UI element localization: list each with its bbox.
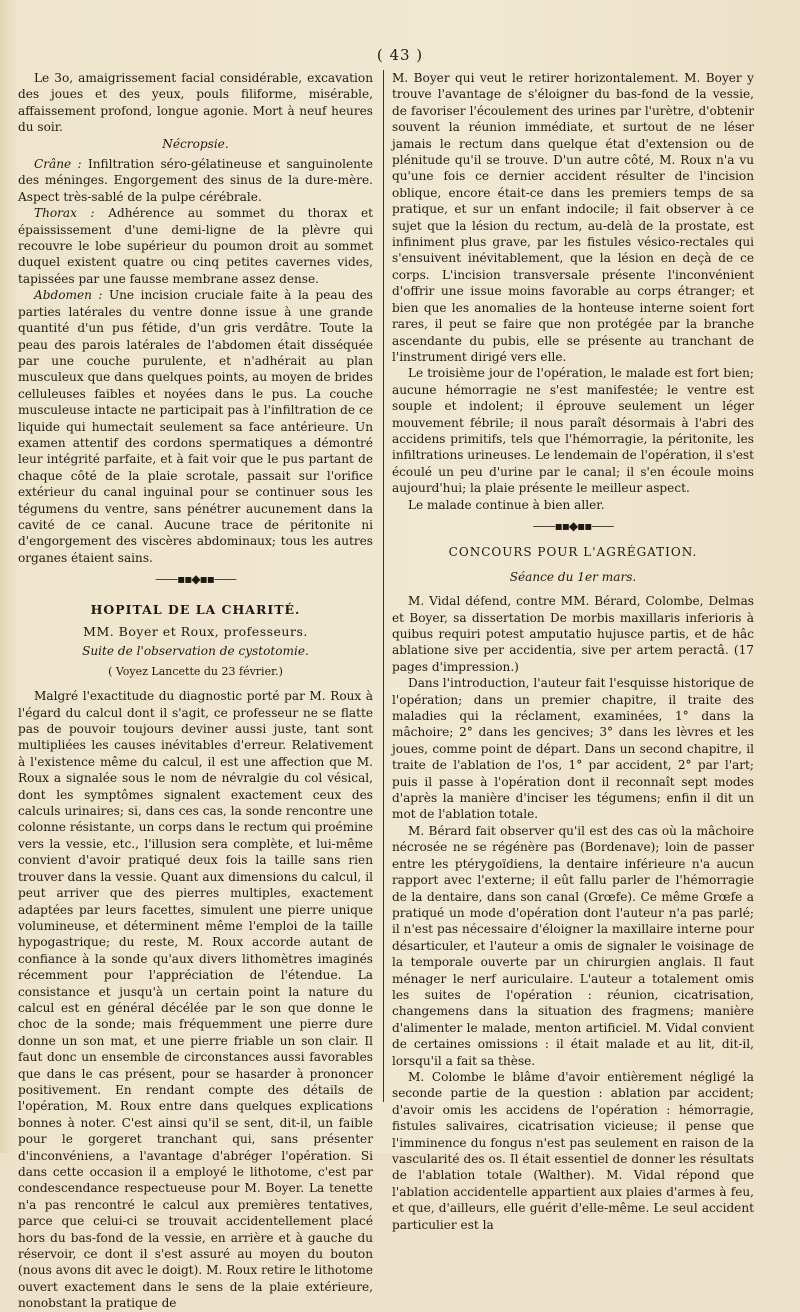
paragraph-thorax [18,205,373,287]
abdomen-text: Une incision cruciale faite à la peau des parties latérales du ventre donne issue à une grande quantité d'un pus fétide, d'un gris verdâtre. Toute la peau des parois latérales de l'abdomen était disséquée par une couche purulente, et n'adhérait au plan musculeux que dans quelques points, au moyen de brides celluleuses faibles et noyées dans le pus. La couche musculeuse intacte ne participait pas à l'infiltration de ce liquide qui humectait seulement sa face antérieure. Un examen attentif des cordons spermatiques a démontré leur intégrité parfaite, et à fait voir que le pus partant de chaque côté de la plaie scrotale, passait sur l'orifice extérieur du canal inguinal pour se continuer sous les tégumens du ventre, sans pénétrer aucunement dans la cavité de ce canal. Aucune trace de péritonite ni d'engorgement des viscères abdominaux; tous les autres organes étaient sains. [18,288,373,565]
crane-text: Infiltration séro-gélatineuse et sanguinolente des méninges. Engorgement des sinus de la dure-mère. Aspect très-sablé de la pulpe cérébrale. [18,157,373,204]
hospital-title: HOPITAL DE LA CHARITÉ. [90,601,301,617]
paragraph-continuation: M. Boyer qui veut le retirer horizontalement. M. Boyer y trouve l'avantage de s'éloigner du bas-fond de la vessie, de favoriser l'écoulement des urines par l'urètre, d'obtenir souvent la réunion immédiate, et surtout de ne léser jamais le rectum dans quelque état d'extension ou de plénitude qu'il se trouve. D'un autre côté, M. Roux n'a vu qu'une fois ce dernier accident résulter de l'incision oblique, encore était-ce dans les premiers temps de sa pratique, et sur un enfant indocile; il fait observer à ce sujet que la lésion du rectum, au-delà de la prostate, est infiniment plus grave, par les fistules vésico-rectales qui s'ensuivent inévitablement, que la lésion en deçà de ce corps. L'incision transversale présente l'inconvénient d'offrir une issue moins favorable au corps étranger; et bien que les anomalies de la honteuse interne soient fort rares, il peut se faire que non protégée par la branche ascendante du pubis, elle se présente au tranchant de l'instrument dirigé vers elle. [392,71,754,364]
crane-label: Crâne : [34,157,82,172]
paragraph-troisieme-jour: Le troisième jour de l'opération, le malade est fort bien; aucune hémorragie ne s'est manifestée; le ventre est souple et indolent; il éprouve seulement un léger mouvement fébrile; il nous paraît désormais à l'abri des accidens primitifs, tels que l'hémorragie, la péritonite, les infiltrations urineuses. Le lendemain de l'opération, il s'est écoulé un peu d'urine par le canal; il s'en écoule moins aujourd'hui; la plaie présente le meilleur aspect. [392,366,754,496]
paragraph-day-30: Le 3o, amaigrissement facial considérable, excavation des joues et des yeux, pouls filiforme, misérable, affaissement profond, longue agonie. Mort à neuf heures du soir. [18,71,373,135]
right-column [392,70,754,1233]
paragraph-main-cystotomie: Malgré l'exactitude du diagnostic porté par M. Roux à l'égard du calcul dont il s'agit, ce professeur ne se flatte pas de pouvoir toujours deviner aussi juste, tant sont multipliées les causes inévitables d'erreur. Relativement à l'existence même du calcul, il est une affection que M. Roux a signalée sous le nom de névralgie du col vésical, dont les symptômes signalent exactement ceux des calculs urinaires; si, dans ces cas, la sonde rencontre une colonne résistante, un corps dans le rectum qui proémine vers la vessie, etc., l'illusion sera complète, et lui-même convient d'avoir pratiqué deux fois la taille sans rien trouver dans la vessie. Quant aux dimensions du calcul, il peut arriver que des pierres multiples, exactement adaptées par leurs facettes, simulent une pierre unique volumineuse, et déterminent même l'emploi de la taille hypogastrique; du reste, M. Roux accorde autant de confiance à la sonde qu'aux divers lithomètres imaginés récemment pour l'appréciation de l'étendue. La consistance et jusqu'à un certain point la nature du calcul est en général décélée par le son que donne le choc de la sonde; mais fréquemment une pierre dure donne un son mat, et une pierre friable un son clair. Il faut donc un ensemble de circonstances aussi favorables que dans le cas présent, pour se hasarder à prononcer positivement. En rendant compte des détails de l'opération, M. Roux entre dans quelques explications bonnes à noter. C'est ainsi qu'il se sent, dit-il, un faible pour le gorgeret tranchant qui, sans présenter d'inconvéniens, a l'avantage d'abréger l'opération. Si dans cette occasion il a employé le lithotome, c'est par condescendance respectueuse pour M. Boyer. La tenette n'a pas rencontré le calcul aux premières tentatives, parce que celui-ci se trouvait accidentellement placé hors du bas-fond de la vessie, en arrière et à gauche du réservoir, ce dont il s'est assuré au moyen du bouton (nous avons dit avec le doigt). M. Roux retire le lithotome ouvert exactement dans le sens de la plaie extérieure, nonobstant la pratique de [18,689,373,1311]
page-number: ( 43 ) [376,46,424,64]
necropsie-heading: Nécropsie. [162,136,229,151]
voyez-reference: ( Voyez Lancette du 23 février.) [108,664,283,678]
column-divider [383,70,384,1102]
thorax-text: Adhérence au sommet du thorax et épaississement d'une demi-ligne de la plèvre qui recouvre le lobe supérieur du poumon droit au sommet duquel existent quatre ou cinq petites cavernes vides, tapissées par une fausse membrane assez dense. [18,206,373,286]
paragraph-berard: M. Bérard fait observer qu'il est des cas où la mâchoire nécrosée ne se régénère pas (Bordenave); loin de passer entre les ptérygoïdiens, la dentaire inférieure n'a aucun rapport avec l'externe; il eût fallu parler de l'hémorragie de la dentaire, dans son canal (Grœfe). Ce même Grœfe a pratiqué un mode d'opération dont l'auteur n'a pas parlé; il n'est pas nécessaire d'éloigner la maxillaire interne pour désarticuler, et l'auteur a omis de signaler le voisinage de la temporale ouverte par un chirurgien anglais. Il faut ménager le nerf auriculaire. L'auteur a totalement omis les suites de l'opération : réunion, cicatrisation, changemens dans la situation des fragmens; manière d'alimenter le malade, menton artificiel. M. Vidal convient de certaines omissions : il était malade et au lit, dit-il, lorsqu'il a fait sa thèse. [392,823,754,1068]
thorax-label: Thorax : [34,206,95,221]
abdomen-label: Abdomen : [34,288,103,303]
concours-title: CONCOURS POUR L'AGRÉGATION. [448,545,698,560]
suite-title: Suite de l'observation de cystotomie. [82,644,309,659]
paragraph-malade-continue: Le malade continue à bien aller. [408,497,605,512]
paragraph-vidal: M. Vidal défend, contre MM. Bérard, Colombe, Delmas et Boyer, sa dissertation De morbis maxillaris inferioris à quibus requiri potest amputatio hujusce partis, et de hâc ablatione sive per accidentia, sive per artem peractâ. (17 pages d'impression.) [392,594,754,674]
left-column [18,70,373,1312]
section-ornament: ——▪▪◆▪▪—— [155,572,236,587]
professors-line: MM. Boyer et Roux, professeurs. [83,624,308,639]
paragraph-abdomen [18,287,373,566]
paragraph-crane [18,156,373,205]
section-ornament-right: ——▪▪◆▪▪—— [532,518,614,533]
seance-date: Séance du 1er mars. [509,569,637,584]
paragraph-colombe: M. Colombe le blâme d'avoir entièrement négligé la seconde partie de la question : ablation par accident; d'avoir omis les accidens de l'opération : hémorragie, fistules salivaires, cicatrisation vicieuse; il pense que l'imminence du fongus n'est pas seulement en raison de la vascularité des os. Il était essentiel de donner les résultats de l'ablation totale (Walther). M. Vidal répond que l'ablation accidentelle appartient aux plaies d'armes à feu, et que, d'ailleurs, elle guérit d'elle-même. Le seul accident particulier est la [392,1069,754,1232]
paragraph-dans: Dans l'introduction, l'auteur fait l'esquisse historique de l'opération; dans un premier chapitre, il traite des maladies qui la réclament, examinées, 1° dans la mâchoire; 2° dans les gencives; 3° dans les lèvres et les joues, comme point de départ. Dans un second chapitre, il traite de l'ablation de l'os, 1° par accident, 2° par l'art; puis il passe à l'opération dont il reconnaît sept modes d'après la manière d'inciser les tégumens; enfin il dit un mot de l'ablation totale. [392,676,754,822]
